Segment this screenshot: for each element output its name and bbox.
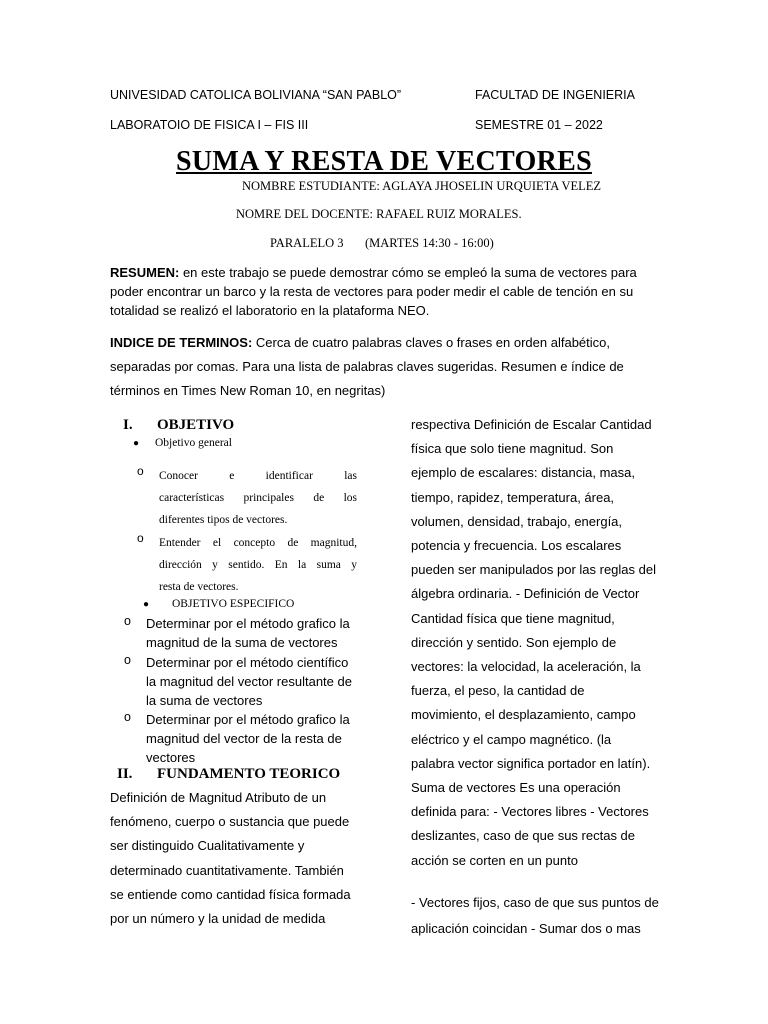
list-item xyxy=(146,710,350,767)
index-terms-text: Cerca de cuatro palabras claves o frases en orden alfabético, separadas por comas. Para una lista de palabras claves sugeridas. Resumen e índice de términos en Times New Roman 10, en negritas) xyxy=(110,335,624,398)
paragraph-line: álgebra ordinaria. - Definición de Vector xyxy=(411,586,640,602)
paragraph-line: palabra vector significa portador en latín). xyxy=(411,755,651,771)
list-item-line: características principales de los xyxy=(159,492,357,504)
section-heading-objetivo: OBJETIVO xyxy=(157,417,235,433)
paragraph-line: ser distinguido Cualitativamente y xyxy=(110,838,305,854)
student-name: NOMBRE ESTUDIANTE: AGLAYA JHOSELIN URQUIETA VELEZ xyxy=(242,179,602,193)
semester: SEMESTRE 01 – 2022 xyxy=(475,118,603,132)
right-column-paragraph xyxy=(411,413,661,873)
paragraph-line: volumen, densidad, trabajo, energía, xyxy=(411,513,623,529)
paragraph-line: - Vectores fijos, caso de que sus puntos de xyxy=(411,895,659,910)
list-item-line: vectores xyxy=(146,750,196,765)
right-column-paragraph-2 xyxy=(411,890,661,942)
paragraph-line: movimiento, el desplazamiento, campo xyxy=(411,707,636,723)
list-item xyxy=(159,465,357,531)
circle-bullet-icon: o xyxy=(124,710,131,724)
list-item xyxy=(146,614,350,652)
fundamento-paragraph xyxy=(110,786,360,931)
list-item xyxy=(146,653,352,710)
paragraph-line: Suma de vectores Es una operación xyxy=(411,780,621,796)
paragraph-line: acción se corten en un punto xyxy=(411,852,578,868)
list-item-line: diferentes tipos de vectores. xyxy=(159,514,288,526)
paragraph-line: dirección y sentido. Son ejemplo de xyxy=(411,634,617,650)
section-heading-fundamento: FUNDAMENTO TEORICO xyxy=(157,766,341,782)
paragraph-line: fuerza, el peso, la cantidad de xyxy=(411,683,585,699)
list-item-line: Determinar por el método científico xyxy=(146,655,349,670)
circle-bullet-icon: o xyxy=(124,614,131,628)
objetivo-general-label: Objetivo general xyxy=(155,437,232,449)
list-item-line: Conocer e identificar las xyxy=(159,470,357,482)
paragraph-line: fenómeno, cuerpo o sustancia que puede xyxy=(110,814,350,830)
abstract-paragraph xyxy=(110,263,662,320)
paragraph-line: eléctrico y el campo magnético. (la xyxy=(411,731,612,747)
paragraph-line: por un número y la unidad de medida xyxy=(110,911,326,927)
list-item-line: la magnitud del vector resultante de xyxy=(146,674,352,689)
index-terms-label: INDICE DE TERMINOS: xyxy=(110,335,253,350)
bullet-icon: ● xyxy=(143,599,150,610)
list-item-line: Entender el concepto de magnitud, xyxy=(159,537,357,549)
objetivo-especifico-label: OBJETIVO ESPECIFICO xyxy=(172,598,295,610)
lab-name: LABORATOIO DE FISICA I – FIS III xyxy=(110,118,309,132)
circle-bullet-icon: o xyxy=(137,464,144,478)
list-item-line: Determinar por el método grafico la xyxy=(146,712,350,727)
paragraph-line: determinado cuantitativamente. También xyxy=(110,862,344,878)
circle-bullet-icon: o xyxy=(124,653,131,667)
paragraph-line: respectiva Definición de Escalar Cantidad xyxy=(411,417,652,432)
circle-bullet-icon: o xyxy=(137,531,144,545)
list-item-line: magnitud de la suma de vectores xyxy=(146,635,338,650)
paragraph-line: tiempo, rapidez, temperatura, área, xyxy=(411,489,615,505)
paragraph-line: Definición de Magnitud Atributo de un xyxy=(110,790,327,805)
teacher-name: NOMRE DEL DOCENTE: RAFAEL RUIZ MORALES. xyxy=(236,207,522,221)
paragraph-line: física que solo tiene magnitud. Son xyxy=(411,441,614,457)
paralelo: PARALELO 3 xyxy=(270,236,344,250)
faculty-name: FACULTAD DE INGENIERIA xyxy=(475,88,635,102)
university-name: UNIVESIDAD CATOLICA BOLIVIANA “SAN PABLO” xyxy=(110,88,402,102)
section-numeral-objetivo: I. xyxy=(123,417,133,433)
list-item-line: Determinar por el método grafico la xyxy=(146,616,350,631)
document-title: SUMA Y RESTA DE VECTORES xyxy=(176,146,592,177)
paragraph-line: potencia y frecuencia. Los escalares xyxy=(411,538,622,554)
bullet-icon: ● xyxy=(133,438,140,449)
paragraph-line: deslizantes, caso de que sus rectas de xyxy=(411,828,636,844)
abstract-label: RESUMEN: xyxy=(110,265,180,280)
list-item-line: dirección y sentido. En la suma y xyxy=(159,559,357,571)
paragraph-line: vectores: la velocidad, la aceleración, la xyxy=(411,659,641,675)
list-item-line: magnitud del vector de la resta de xyxy=(146,731,342,746)
paragraph-line: Cantidad física que tiene magnitud, xyxy=(411,610,615,626)
paragraph-line: pueden ser manipulados por las reglas del xyxy=(411,562,656,578)
schedule: (MARTES 14:30 - 16:00) xyxy=(365,236,494,250)
paragraph-line: ejemplo de escalares: distancia, masa, xyxy=(411,465,636,481)
paragraph-line: definida para: - Vectores libres - Vectores xyxy=(411,804,649,820)
list-item xyxy=(159,532,357,598)
paragraph-line: se entiende como cantidad física formada xyxy=(110,886,351,902)
abstract-text: en este trabajo se puede demostrar cómo se empleó la suma de vectores para poder encontrar un barco y la resta de vectores para poder medir el cable de tención en su totalidad se realizó el laboratorio en la plataforma NEO. xyxy=(110,265,637,318)
list-item-line: resta de vectores. xyxy=(159,581,239,593)
index-terms-paragraph xyxy=(110,331,662,403)
paragraph-line: aplicación coincidan - Sumar dos o mas xyxy=(411,921,641,936)
list-item-line: la suma de vectores xyxy=(146,693,263,708)
section-numeral-fundamento: II. xyxy=(117,766,133,782)
